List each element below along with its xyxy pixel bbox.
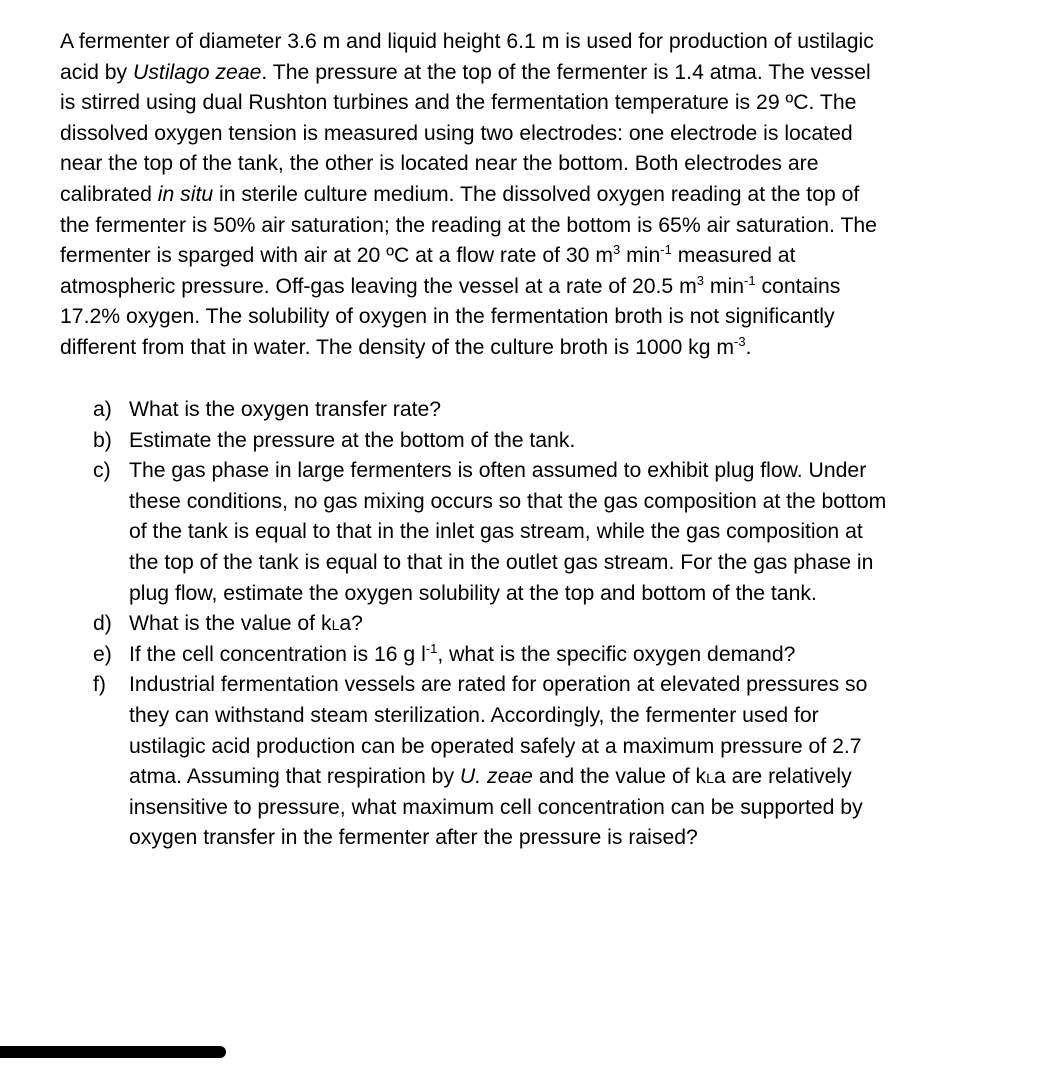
statement-line: is stirred using dual Rushton turbines and the fermentation temperature is 29 ºC. The bbox=[60, 91, 857, 115]
superscript: -1 bbox=[425, 640, 438, 656]
statement-line: fermenter is sparged with air at 20 ºC at a flow rate of 30 $m^3$ $\min^{-1}$ measured at bbox=[60, 242, 796, 268]
statement-line: A fermenter of diameter 3.6 m and liquid height 6.1 m is used for production of ustilagic bbox=[60, 30, 874, 53]
question-line: the top of the tank is equal to that in the outlet gas stream. For the gas phase in bbox=[129, 550, 874, 574]
question-label: c) bbox=[93, 459, 111, 483]
question-list bbox=[93, 395, 993, 854]
question-item bbox=[93, 395, 993, 426]
question-line: insensitive to pressure, what maximum cell concentration can be supported by bbox=[129, 795, 863, 819]
statement-line: near the top of the tank, the other is located near the bottom. Both electrodes are bbox=[60, 152, 819, 176]
statement-line: atmospheric pressure. Off-gas leaving the vessel at a rate of 20.5 $m^3$ $\min^{-1}$ contains bbox=[60, 272, 841, 298]
question-item bbox=[93, 426, 993, 457]
question-line: If the cell concentration is 16 g $l^{-1}$, what is the specific oxygen demand? bbox=[129, 640, 796, 666]
question-line: of the tank is equal to that in the inlet gas stream, while the gas composition at bbox=[129, 520, 863, 544]
question-line: What is the value of kLa? bbox=[129, 612, 363, 636]
statement-line: 17.2% oxygen. The solubility of oxygen in the fermentation broth is not significantly bbox=[60, 305, 835, 329]
question-label: d) bbox=[93, 612, 112, 636]
subscript: L bbox=[706, 770, 714, 787]
statement-line: dissolved oxygen tension is measured using two electrodes: one electrode is located bbox=[60, 121, 853, 145]
superscript: -3 bbox=[734, 333, 746, 349]
subscript: L bbox=[331, 617, 340, 634]
question-line: these conditions, no gas mixing occurs so that the gas composition at the bottom bbox=[129, 489, 887, 513]
question-line: they can withstand steam sterilization. Accordingly, the fermenter used for bbox=[129, 703, 819, 727]
italic-term: in situ bbox=[157, 182, 214, 206]
question-item bbox=[93, 640, 993, 671]
question-label: f) bbox=[93, 673, 106, 697]
statement-line: different from that in water. The density of the culture broth is 1000 kg $m^{-3}$. bbox=[60, 333, 752, 359]
superscript: 3 bbox=[612, 242, 621, 258]
scroll-indicator-bar bbox=[0, 1046, 226, 1058]
question-item bbox=[93, 456, 993, 609]
statement-line: calibrated in situ in sterile culture medium. The dissolved oxygen reading at the top of bbox=[60, 182, 860, 206]
question-line: Industrial fermentation vessels are rated for operation at elevated pressures so bbox=[129, 673, 868, 697]
italic-term: U. zeae bbox=[459, 765, 533, 789]
question-item bbox=[93, 609, 993, 640]
question-label: b) bbox=[93, 428, 112, 452]
italic-term: Ustilago zeae bbox=[133, 60, 262, 84]
question-line: What is the oxygen transfer rate? bbox=[129, 398, 442, 421]
statement-line: acid by Ustilago zeae. The pressure at the top of the fermenter is 1.4 atma. The vessel bbox=[60, 60, 871, 84]
question-line: Estimate the pressure at the bottom of the tank. bbox=[129, 428, 576, 452]
superscript: -1 bbox=[660, 242, 672, 258]
question-label: e) bbox=[93, 642, 112, 666]
question-line: atma. Assuming that respiration by U. zeae and the value of kLa are relatively bbox=[129, 765, 852, 789]
superscript: -1 bbox=[744, 272, 756, 288]
question-line: The gas phase in large fermenters is often assumed to exhibit plug flow. Under bbox=[129, 459, 867, 483]
question-label: a) bbox=[93, 398, 112, 421]
question-line: oxygen transfer in the fermenter after the pressure is raised? bbox=[129, 826, 698, 850]
question-line: plug flow, estimate the oxygen solubility at the top and bottom of the tank. bbox=[129, 581, 817, 605]
statement-line: the fermenter is 50% air saturation; the reading at the bottom is 65% air saturation. The bbox=[60, 213, 877, 237]
question-line: ustilagic acid production can be operated safely at a maximum pressure of 2.7 bbox=[129, 734, 862, 758]
question-item bbox=[93, 670, 993, 854]
superscript: 3 bbox=[696, 272, 704, 288]
problem-statement bbox=[60, 27, 960, 364]
